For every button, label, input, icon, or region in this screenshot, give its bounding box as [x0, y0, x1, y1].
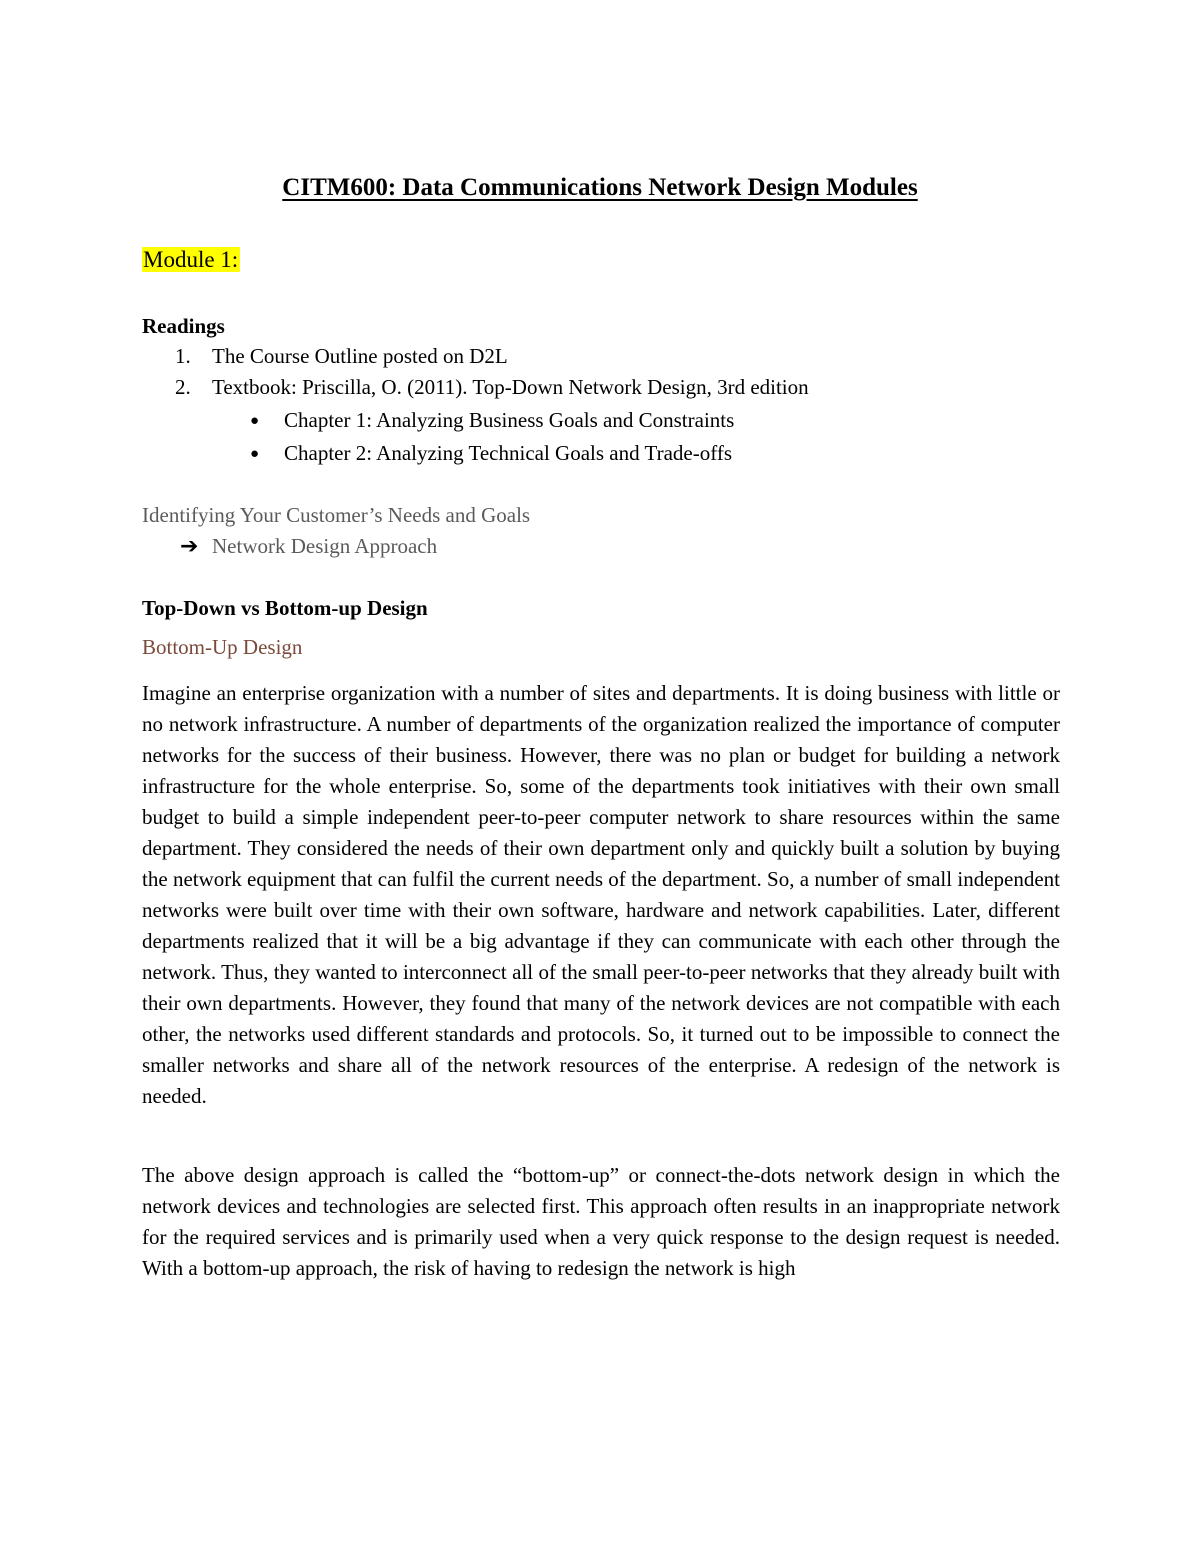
- module-heading: [142, 243, 240, 277]
- chapter-bullet-text: Chapter 1: Analyzing Business Goals and Constraints: [284, 408, 735, 432]
- reading-item: [142, 372, 809, 402]
- section-heading: Top-Down vs Bottom-up Design: [142, 596, 428, 620]
- sub-heading: Bottom-Up Design: [142, 635, 303, 659]
- body-paragraph: The above design approach is called the “bottom-up” or connect-the-dots network design in which the network devices and technologies are selected first. This approach often results in an inappropriate network for the required services and is primarily used when a very quick response to the design request is needed. With a bottom-up approach, the risk of having to redesign the network is high: [142, 1163, 1060, 1280]
- chapter-bullet-item: [250, 438, 732, 469]
- bullet-icon: ●: [250, 446, 260, 462]
- reading-item-number: 1.: [175, 344, 191, 368]
- network-design-approach-text: Network Design Approach: [212, 534, 438, 558]
- module-heading-highlight: Module 1:: [143, 247, 239, 272]
- readings-label: Readings: [142, 314, 225, 338]
- reading-item-text: The Course Outline posted on D2L: [212, 344, 508, 368]
- reading-item-number: 2.: [175, 375, 191, 399]
- identifying-needs-line: Identifying Your Customer’s Needs and Goals: [142, 503, 531, 527]
- network-design-approach-line: [180, 531, 437, 562]
- chapter-bullet-item: [250, 405, 734, 436]
- reading-item-text: Textbook: Priscilla, O. (2011). Top-Down Network Design, 3rd edition: [212, 375, 809, 399]
- chapter-bullet-text: Chapter 2: Analyzing Technical Goals and Trade-offs: [284, 441, 732, 465]
- bullet-icon: ●: [250, 413, 260, 429]
- right-arrow-icon: ➔: [180, 534, 199, 559]
- body-paragraph: Imagine an enterprise organization with a number of sites and departments. It is doing business with little or no network infrastructure. A number of departments of the organization realized the importance of computer networks for the success of their business. However, there was no plan or budget for building a network infrastructure for the whole enterprise. So, some of the departments took initiatives with their own small budget to build a simple independent peer-to-peer computer network to share resources within the same department. They considered the needs of their own department only and quickly built a solution by buying the network equipment that can fulfil the current needs of the department. So, a number of small independent networks were built over time with their own software, hardware and network capabilities. Later, different departments realized that it will be a big advantage if they can communicate with each other through the network. Thus, they wanted to interconnect all of the small peer-to-peer networks that they already built with their own departments. However, they found that many of the network devices are not compatible with each other, the networks used different standards and protocols. So, it turned out to be impossible to connect the smaller networks and share all of the network resources of the enterprise. A redesign of the network is needed.: [142, 681, 1060, 1108]
- document-title: CITM600: Data Communications Network Design Modules: [282, 174, 918, 201]
- reading-item: [142, 341, 508, 371]
